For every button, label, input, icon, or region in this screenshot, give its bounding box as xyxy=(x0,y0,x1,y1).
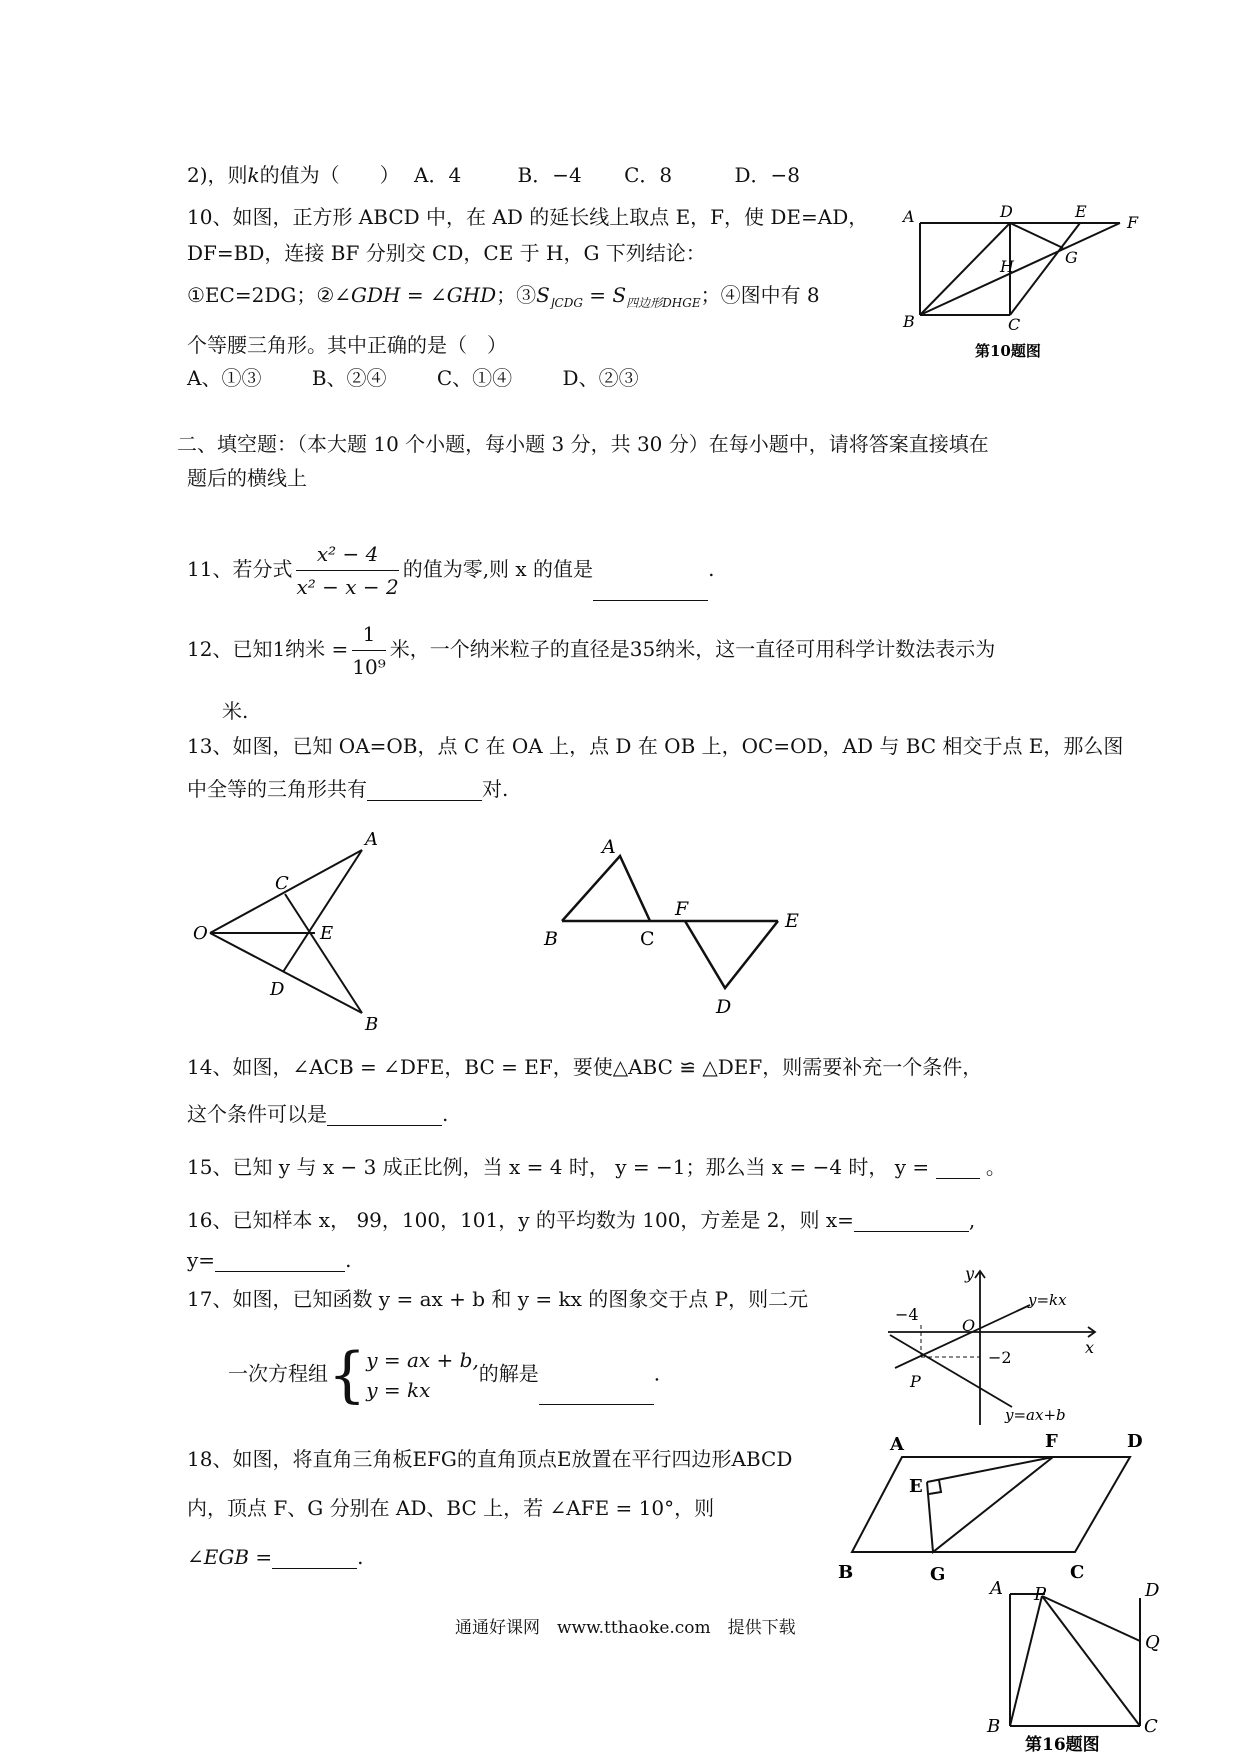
q14-line2-end: . xyxy=(442,1102,449,1126)
q14-line2-text: 这个条件可以是 xyxy=(187,1102,327,1126)
q10-option-c: C、①④ xyxy=(436,366,513,390)
q13-line2-text: 中全等的三角形共有 xyxy=(187,777,367,801)
q10-line3 xyxy=(187,283,820,315)
q16-line2-end: . xyxy=(345,1248,352,1272)
q14-figure xyxy=(540,835,820,1018)
q14-label-b: B xyxy=(544,928,558,950)
q15-answer-blank[interactable] xyxy=(936,1158,980,1179)
q9-var: k xyxy=(247,163,260,187)
q18-figure xyxy=(835,1432,1145,1592)
q13-figure xyxy=(190,825,390,1035)
q12-denominator: 10⁹ xyxy=(352,655,386,679)
q12-line2: 米. xyxy=(222,699,249,723)
q14-label-a: A xyxy=(602,836,616,858)
q12-suffix: 米，一个纳米粒子的直径是35纳米，这一直径可用科学计数法表示为 xyxy=(389,637,996,661)
q10-line2: DF=BD，连接 BF 分别交 CD，CE 于 H，G 下列结论： xyxy=(187,241,706,265)
footer-text: 通通好课网 www.tthaoke.com 提供下载 xyxy=(455,1618,796,1638)
q10-option-b: B、②④ xyxy=(311,366,387,390)
section2-heading-line2: 题后的横线上 xyxy=(187,466,307,490)
q10-area-mid: = S xyxy=(582,283,627,307)
q9-tail-line xyxy=(187,163,800,187)
q10-label-a: A xyxy=(903,207,915,226)
q17-label-minus2: −2 xyxy=(988,1348,1012,1367)
q12-numerator: 1 xyxy=(352,620,385,651)
q9-option-c: C．8 xyxy=(624,163,673,187)
fig16-label-p: P xyxy=(1034,1584,1047,1605)
q13-label-c: C xyxy=(275,873,289,894)
q14-label-e: E xyxy=(785,910,799,932)
q17-brace: { xyxy=(328,1340,367,1410)
q14-label-d: D xyxy=(716,996,732,1018)
q9-prefix: 2)，则 xyxy=(187,163,248,187)
q13-answer-blank[interactable] xyxy=(367,780,482,801)
q11-numerator: x² − 4 xyxy=(296,540,398,571)
q10-label-b: B xyxy=(903,312,915,331)
q17-label-x-axis: x xyxy=(1085,1338,1095,1357)
q10-label-g: G xyxy=(1065,248,1078,267)
q10-label-d: D xyxy=(1000,202,1013,221)
q16-line1-end: , xyxy=(968,1208,976,1232)
q17-line1: 17、如图，已知函数 y = ax + b 和 y = kx 的图象交于点 P，则二元 xyxy=(187,1287,809,1311)
q16-line2 xyxy=(187,1248,351,1272)
q17-label-minus4: −4 xyxy=(895,1305,919,1324)
fig16-label-d: D xyxy=(1145,1580,1160,1601)
q18-line3 xyxy=(187,1545,364,1569)
q10-figure xyxy=(900,200,1160,360)
fig16-label-a: A xyxy=(990,1578,1003,1599)
q13-line2-end: 对. xyxy=(482,777,509,801)
q9-option-d: D．−8 xyxy=(734,163,801,187)
q15-text: 15、已知 y 与 x − 3 成正比例，当 x = 4 时， y = −1；那么当 x = −4 时， y = xyxy=(187,1155,930,1179)
q14-answer-blank[interactable] xyxy=(327,1105,442,1126)
q10-line1: 10、如图，正方形 ABCD 中，在 AD 的延长线上取点 E，F，使 DE=AD， xyxy=(187,205,869,229)
q17-eq2: y = kx xyxy=(366,1378,431,1402)
q9-suffix: 的值为（ ） xyxy=(259,163,400,187)
q11-end: . xyxy=(708,557,715,581)
q13-label-d: D xyxy=(270,979,285,1000)
fig16-label-q: Q xyxy=(1145,1632,1160,1653)
q13-label-e: E xyxy=(320,923,334,944)
q13-line2 xyxy=(187,777,508,801)
q10-line4: 个等腰三角形。其中正确的是（ ） xyxy=(187,333,507,357)
q13-label-b: B xyxy=(365,1014,379,1035)
q16-line2-text: y= xyxy=(187,1248,216,1272)
q14-line1: 14、如图，∠ACB = ∠DFE，BC = EF，要使△ABC ≌ △DEF，则需要补充一个条件， xyxy=(187,1055,983,1079)
q14-label-c: C xyxy=(640,928,655,950)
q16-y-answer-blank[interactable] xyxy=(215,1251,345,1272)
q10-statement-4: ；④图中有 8 xyxy=(700,283,820,307)
q17-label-axb: y=ax+b xyxy=(1005,1406,1066,1424)
q17-label-p: P xyxy=(910,1372,921,1391)
q10-angle-equation: ∠GDH = ∠GHD xyxy=(334,283,497,307)
q18-label-b: B xyxy=(838,1562,854,1583)
q10-figure-caption: 第10题图 xyxy=(975,342,1041,360)
q18-label-g: G xyxy=(930,1564,946,1585)
q18-label-c: C xyxy=(1070,1562,1085,1583)
q16-line1 xyxy=(187,1208,975,1232)
q9-option-a: A．4 xyxy=(414,163,462,187)
q12-line xyxy=(187,620,995,681)
q18-line3-text: ∠EGB = xyxy=(187,1545,273,1569)
q14-line2 xyxy=(187,1102,448,1126)
q10-area-sub2: 四边形DHGE xyxy=(626,296,701,310)
q17-sys-suffix: 的解是 xyxy=(478,1361,539,1386)
q17-label-y-axis: y xyxy=(965,1264,975,1283)
q17-end: . xyxy=(653,1361,661,1386)
q15-line xyxy=(187,1155,1006,1179)
q16-x-answer-blank[interactable] xyxy=(854,1211,969,1232)
q13-label-a: A xyxy=(365,829,378,850)
q17-sys-prefix: 一次方程组 xyxy=(228,1361,328,1386)
q10-label-h: H xyxy=(1000,257,1014,276)
section2-heading-line1: 二、填空题：（本大题 10 个小题，每小题 3 分，共 30 分）在每小题中，请将答案直接填在 xyxy=(177,432,989,456)
fig16-caption: 第16题图 xyxy=(1025,1735,1100,1754)
q11-fraction xyxy=(296,540,398,601)
q11-line xyxy=(187,540,714,601)
q18-label-f: F xyxy=(1045,1431,1058,1452)
q17-answer-blank[interactable] xyxy=(539,1384,654,1405)
q17-equations xyxy=(366,1345,479,1405)
q18-label-d: D xyxy=(1127,1431,1143,1452)
q10-area-s: S xyxy=(536,283,550,307)
fig16-figure xyxy=(980,1578,1180,1754)
q10-options xyxy=(187,366,639,390)
q17-eq1: y = ax + b, xyxy=(366,1348,479,1372)
q11-answer-blank[interactable] xyxy=(593,580,708,601)
q10-option-d: D、②③ xyxy=(562,366,639,390)
q18-label-e: E xyxy=(909,1476,923,1497)
q15-end: 。 xyxy=(985,1155,1006,1179)
q10-option-a: A、①③ xyxy=(187,366,262,390)
q18-line2: 内，顶点 F、G 分别在 AD、BC 上，若 ∠AFE = 10°，则 xyxy=(187,1496,715,1520)
q10-label-e: E xyxy=(1075,202,1087,221)
q14-label-f: F xyxy=(675,898,689,920)
fig16-label-b: B xyxy=(987,1716,1001,1737)
q16-line1-text: 16、已知样本 x， 99，100，101，y 的平均数为 100，方差是 2，则 x= xyxy=(187,1208,854,1232)
q10-area-sub1: ⌋CDG xyxy=(549,296,583,310)
q12-fraction xyxy=(352,620,385,681)
q10-statement-1: ①EC=2DG；② xyxy=(187,283,335,307)
q17-figure xyxy=(880,1265,1110,1435)
q10-label-f: F xyxy=(1127,213,1139,232)
q18-answer-blank[interactable] xyxy=(272,1548,357,1569)
q13-label-o: O xyxy=(193,923,208,944)
q11-denominator: x² − x − 2 xyxy=(296,575,399,599)
q13-line1: 13、如图，已知 OA=OB，点 C 在 OA 上，点 D 在 OB 上，OC=OD，AD 与 BC 相交于点 E，那么图 xyxy=(187,734,1124,758)
q18-line1: 18、如图，将直角三角板EFG的直角顶点E放置在平行四边形ABCD xyxy=(187,1447,793,1471)
q18-line3-end: . xyxy=(357,1545,364,1569)
q10-sep: ；③ xyxy=(496,283,537,307)
q17-label-origin: O xyxy=(962,1316,976,1335)
q11-prefix: 11、若分式 xyxy=(187,557,293,581)
q11-suffix: 的值为零,则 x 的值是 xyxy=(402,557,594,581)
fig16-label-c: C xyxy=(1144,1716,1158,1737)
q17-label-kx: y=kx xyxy=(1028,1291,1067,1309)
q10-label-c: C xyxy=(1008,315,1021,334)
q9-option-b: B．−4 xyxy=(517,163,582,187)
q12-prefix: 12、已知1纳米 = xyxy=(187,637,349,661)
q17-line2 xyxy=(228,1340,661,1410)
q18-label-a: A xyxy=(890,1434,904,1455)
